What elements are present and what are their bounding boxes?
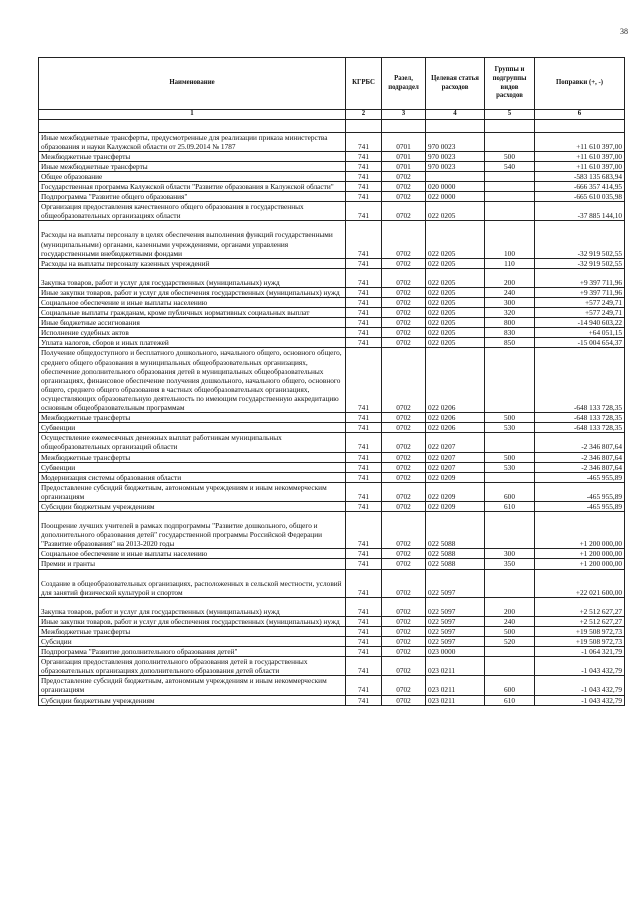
cell-name: Социальное обеспечение и иные выплаты населению bbox=[39, 298, 346, 308]
cell-amount: +577 249,71 bbox=[535, 298, 625, 308]
cell-section: 0702 bbox=[382, 501, 426, 511]
cell-target: 023 0211 bbox=[426, 676, 485, 695]
cell-group: 850 bbox=[485, 338, 535, 348]
cell-kgrbs: 741 bbox=[346, 462, 382, 472]
cell-group: 500 bbox=[485, 413, 535, 423]
cell-name: Социальное обеспечение и иные выплаты населению bbox=[39, 549, 346, 559]
cell-amount: -465 955,89 bbox=[535, 482, 625, 501]
cell-group bbox=[485, 647, 535, 657]
cell-name: Межбюджетные трансферты bbox=[39, 151, 346, 161]
cell-target: 022 0000 bbox=[426, 192, 485, 202]
cell-kgrbs: 741 bbox=[346, 182, 382, 192]
cell-section: 0702 bbox=[382, 452, 426, 462]
cell-kgrbs: 741 bbox=[346, 657, 382, 676]
cell-kgrbs: 741 bbox=[346, 433, 382, 452]
cell-target: 022 0205 bbox=[426, 202, 485, 221]
cell-target: 022 5097 bbox=[426, 597, 485, 616]
cell-section: 0702 bbox=[382, 308, 426, 318]
cell-target: 970 0023 bbox=[426, 132, 485, 151]
table-row bbox=[39, 452, 625, 462]
cell-target: 023 0000 bbox=[426, 647, 485, 657]
cell-kgrbs: 741 bbox=[346, 338, 382, 348]
cell-name: Осуществление ежемесячных денежных выплат работникам муниципальных общеобразовательных организаций области bbox=[39, 433, 346, 452]
cell-amount: +11 610 397,00 bbox=[535, 151, 625, 161]
cell-kgrbs: 741 bbox=[346, 268, 382, 287]
cell-name: Иные межбюджетные трансферты, предусмотренные для реализации приказа министерства образования и науки Калужской области от 25.09.2014 № 1787 bbox=[39, 132, 346, 151]
cell-target bbox=[426, 171, 485, 181]
cell-name: Получение общедоступного и бесплатного дошкольного, начального общего, основного общего, среднего общего образования в муниципальных общеобразовательных организациях, обеспечение дополнительного образования детей в муниципальных общеобразовательных организациях, финансовое обеспечение получения дошкольного, начального общего, основного общего, среднего общего образования в частных общеобразовательных организациях, осуществляющих образовательную деятельность по имеющим государственную аккредитацию основным общеобразовательным программам bbox=[39, 348, 346, 413]
cell-kgrbs: 741 bbox=[346, 132, 382, 151]
table-row bbox=[39, 221, 625, 258]
cell-section: 0702 bbox=[382, 298, 426, 308]
cell-target: 022 0207 bbox=[426, 462, 485, 472]
cell-section: 0702 bbox=[382, 512, 426, 549]
cell-amount: +11 610 397,00 bbox=[535, 132, 625, 151]
cell-name: Исполнение судебных актов bbox=[39, 328, 346, 338]
cell-kgrbs: 741 bbox=[346, 501, 382, 511]
column-header-target: Целевая статья расходов bbox=[426, 58, 485, 110]
cell-section: 0702 bbox=[382, 328, 426, 338]
cell-kgrbs: 741 bbox=[346, 192, 382, 202]
cell-group: 540 bbox=[485, 161, 535, 171]
cell-section: 0702 bbox=[382, 192, 426, 202]
cell-target: 020 0000 bbox=[426, 182, 485, 192]
cell-name: Межбюджетные трансферты bbox=[39, 452, 346, 462]
table-spacer-row bbox=[39, 119, 625, 132]
cell-amount: -465 955,89 bbox=[535, 501, 625, 511]
cell-name: Расходы на выплаты персоналу казенных учреждений bbox=[39, 258, 346, 268]
cell-target: 022 5097 bbox=[426, 569, 485, 597]
table-row bbox=[39, 182, 625, 192]
cell-amount: -1 043 432,79 bbox=[535, 657, 625, 676]
cell-kgrbs: 741 bbox=[346, 348, 382, 413]
column-header-amendments: Поправки (+, -) bbox=[535, 58, 625, 110]
cell-amount: -37 885 144,10 bbox=[535, 202, 625, 221]
cell-kgrbs: 741 bbox=[346, 559, 382, 569]
cell-name: Модернизация системы образования области bbox=[39, 472, 346, 482]
column-header-name: Наименование bbox=[39, 58, 346, 110]
table-row bbox=[39, 637, 625, 647]
cell-amount: +22 021 600,00 bbox=[535, 569, 625, 597]
cell-section: 0702 bbox=[382, 482, 426, 501]
cell-target: 022 0206 bbox=[426, 348, 485, 413]
cell-name: Премии и гранты bbox=[39, 559, 346, 569]
cell-target: 022 5097 bbox=[426, 626, 485, 636]
column-index-row bbox=[39, 110, 625, 120]
cell-target: 022 0209 bbox=[426, 482, 485, 501]
cell-amount: -2 346 807,64 bbox=[535, 433, 625, 452]
cell-name: Поощрение лучших учителей в рамках подпрограммы "Развитие дошкольного, общего и дополнительного образования детей" государственной программы Российской Федерации "Развитие образования" на 2013-2020 годы bbox=[39, 512, 346, 549]
cell-group: 610 bbox=[485, 695, 535, 705]
table-row bbox=[39, 462, 625, 472]
cell-kgrbs: 741 bbox=[346, 221, 382, 258]
cell-section: 0702 bbox=[382, 423, 426, 433]
cell-group: 600 bbox=[485, 676, 535, 695]
cell-group bbox=[485, 171, 535, 181]
table-row bbox=[39, 472, 625, 482]
cell-group bbox=[485, 132, 535, 151]
cell-amount: +64 051,15 bbox=[535, 328, 625, 338]
cell-target: 022 5097 bbox=[426, 637, 485, 647]
cell-group: 200 bbox=[485, 268, 535, 287]
cell-group bbox=[485, 182, 535, 192]
cell-amount: +1 200 000,00 bbox=[535, 559, 625, 569]
cell-section: 0702 bbox=[382, 549, 426, 559]
cell-group: 500 bbox=[485, 151, 535, 161]
cell-group: 530 bbox=[485, 423, 535, 433]
table-row bbox=[39, 626, 625, 636]
cell-group bbox=[485, 512, 535, 549]
cell-section: 0702 bbox=[382, 171, 426, 181]
table-row bbox=[39, 569, 625, 597]
cell-target: 022 0205 bbox=[426, 338, 485, 348]
cell-amount: -2 346 807,64 bbox=[535, 462, 625, 472]
table-row bbox=[39, 433, 625, 452]
cell-section: 0702 bbox=[382, 348, 426, 413]
cell-amount: +577 249,71 bbox=[535, 308, 625, 318]
table-row bbox=[39, 559, 625, 569]
column-index: 6 bbox=[535, 110, 625, 120]
table-row bbox=[39, 512, 625, 549]
cell-section: 0702 bbox=[382, 569, 426, 597]
cell-name: Субвенции bbox=[39, 462, 346, 472]
cell-amount: -465 955,89 bbox=[535, 472, 625, 482]
column-index: 1 bbox=[39, 110, 346, 120]
cell-section: 0702 bbox=[382, 657, 426, 676]
column-header-groups: Группы и подгруппы видов расходов bbox=[485, 58, 535, 110]
cell-group bbox=[485, 472, 535, 482]
cell-name: Государственная программа Калужской области "Развитие образования в Калужской области" bbox=[39, 182, 346, 192]
cell-target: 022 0206 bbox=[426, 423, 485, 433]
cell-kgrbs: 741 bbox=[346, 647, 382, 657]
cell-group: 530 bbox=[485, 462, 535, 472]
cell-name: Закупка товаров, работ и услуг для государственных (муниципальных) нужд bbox=[39, 268, 346, 287]
cell-section: 0702 bbox=[382, 462, 426, 472]
cell-group: 500 bbox=[485, 452, 535, 462]
cell-group: 610 bbox=[485, 501, 535, 511]
cell-target: 023 0211 bbox=[426, 695, 485, 705]
cell-name: Межбюджетные трансферты bbox=[39, 413, 346, 423]
cell-target: 022 0205 bbox=[426, 258, 485, 268]
cell-name: Предоставление субсидий бюджетным, автономным учреждениям и иным некоммерческим организациям bbox=[39, 482, 346, 501]
cell-kgrbs: 741 bbox=[346, 258, 382, 268]
cell-group: 300 bbox=[485, 549, 535, 559]
cell-name: Организация предоставления качественного общего образования в государственных общеобразовательных организациях области bbox=[39, 202, 346, 221]
cell-amount: -648 133 728,35 bbox=[535, 413, 625, 423]
cell-target: 022 0207 bbox=[426, 433, 485, 452]
cell-group bbox=[485, 433, 535, 452]
cell-group: 110 bbox=[485, 258, 535, 268]
cell-section: 0702 bbox=[382, 695, 426, 705]
cell-target: 022 0205 bbox=[426, 287, 485, 297]
cell-amount: -666 357 414,95 bbox=[535, 182, 625, 192]
cell-section: 0702 bbox=[382, 182, 426, 192]
cell-amount: -2 346 807,64 bbox=[535, 452, 625, 462]
cell-section: 0702 bbox=[382, 637, 426, 647]
cell-kgrbs: 741 bbox=[346, 202, 382, 221]
cell-amount: -648 133 728,35 bbox=[535, 348, 625, 413]
cell-group bbox=[485, 348, 535, 413]
cell-section: 0702 bbox=[382, 202, 426, 221]
cell-name: Иные закупки товаров, работ и услуг для обеспечения государственных (муниципальных) нужд bbox=[39, 287, 346, 297]
table-row bbox=[39, 132, 625, 151]
cell-amount: +9 397 711,96 bbox=[535, 287, 625, 297]
cell-section: 0702 bbox=[382, 472, 426, 482]
cell-section: 0702 bbox=[382, 559, 426, 569]
cell-amount: -648 133 728,35 bbox=[535, 423, 625, 433]
cell-target: 970 0023 bbox=[426, 161, 485, 171]
cell-group: 500 bbox=[485, 626, 535, 636]
cell-amount: -583 135 683,94 bbox=[535, 171, 625, 181]
cell-section: 0702 bbox=[382, 268, 426, 287]
cell-section: 0702 bbox=[382, 647, 426, 657]
cell-kgrbs: 741 bbox=[346, 597, 382, 616]
table-row bbox=[39, 161, 625, 171]
cell-group: 800 bbox=[485, 318, 535, 328]
cell-target: 022 0207 bbox=[426, 452, 485, 462]
cell-group: 350 bbox=[485, 559, 535, 569]
cell-amount: -14 940 603,22 bbox=[535, 318, 625, 328]
table-row bbox=[39, 676, 625, 695]
table-row bbox=[39, 287, 625, 297]
cell-target: 022 0209 bbox=[426, 472, 485, 482]
table-row bbox=[39, 482, 625, 501]
cell-amount: +2 512 627,27 bbox=[535, 597, 625, 616]
cell-name: Межбюджетные трансферты bbox=[39, 626, 346, 636]
cell-kgrbs: 741 bbox=[346, 676, 382, 695]
cell-amount: +2 512 627,27 bbox=[535, 616, 625, 626]
cell-amount: +1 200 000,00 bbox=[535, 512, 625, 549]
cell-section: 0701 bbox=[382, 151, 426, 161]
cell-kgrbs: 741 bbox=[346, 287, 382, 297]
cell-kgrbs: 741 bbox=[346, 482, 382, 501]
cell-amount: -1 064 321,79 bbox=[535, 647, 625, 657]
cell-target: 022 5097 bbox=[426, 616, 485, 626]
cell-kgrbs: 741 bbox=[346, 549, 382, 559]
cell-amount: +19 508 972,73 bbox=[535, 637, 625, 647]
budget-amendments-table bbox=[38, 57, 625, 706]
cell-kgrbs: 741 bbox=[346, 512, 382, 549]
cell-kgrbs: 741 bbox=[346, 423, 382, 433]
table-row bbox=[39, 657, 625, 676]
table-row bbox=[39, 171, 625, 181]
cell-kgrbs: 741 bbox=[346, 452, 382, 462]
cell-kgrbs: 741 bbox=[346, 328, 382, 338]
table-body bbox=[39, 119, 625, 705]
cell-group bbox=[485, 657, 535, 676]
cell-section: 0702 bbox=[382, 221, 426, 258]
cell-name: Иные закупки товаров, работ и услуг для обеспечения государственных (муниципальных) нужд bbox=[39, 616, 346, 626]
cell-target: 022 5088 bbox=[426, 559, 485, 569]
cell-section: 0702 bbox=[382, 258, 426, 268]
cell-target: 022 0205 bbox=[426, 298, 485, 308]
cell-amount: +9 397 711,96 bbox=[535, 268, 625, 287]
table-row bbox=[39, 501, 625, 511]
table-row bbox=[39, 268, 625, 287]
cell-section: 0702 bbox=[382, 597, 426, 616]
table-row bbox=[39, 549, 625, 559]
table-header-row bbox=[39, 58, 625, 110]
cell-kgrbs: 741 bbox=[346, 413, 382, 423]
cell-name: Создание в общеобразовательных организациях, расположенных в сельской местности, условий для занятий физической культурой и спортом bbox=[39, 569, 346, 597]
cell-group: 830 bbox=[485, 328, 535, 338]
cell-group: 300 bbox=[485, 298, 535, 308]
cell-kgrbs: 741 bbox=[346, 472, 382, 482]
cell-target: 022 0205 bbox=[426, 308, 485, 318]
cell-target: 022 0205 bbox=[426, 268, 485, 287]
cell-section: 0701 bbox=[382, 161, 426, 171]
cell-kgrbs: 741 bbox=[346, 569, 382, 597]
cell-section: 0702 bbox=[382, 433, 426, 452]
cell-name: Субсидии bbox=[39, 637, 346, 647]
cell-name: Уплата налогов, сборов и иных платежей bbox=[39, 338, 346, 348]
cell-name: Социальные выплаты гражданам, кроме публичных нормативных социальных выплат bbox=[39, 308, 346, 318]
cell-name: Иные бюджетные ассигнования bbox=[39, 318, 346, 328]
column-header-section: Разел, подраздел bbox=[382, 58, 426, 110]
table-row bbox=[39, 192, 625, 202]
cell-kgrbs: 741 bbox=[346, 318, 382, 328]
cell-amount: -1 043 432,79 bbox=[535, 695, 625, 705]
cell-target: 022 0205 bbox=[426, 318, 485, 328]
page-number: 38 bbox=[620, 27, 628, 36]
cell-group: 600 bbox=[485, 482, 535, 501]
cell-section: 0702 bbox=[382, 616, 426, 626]
cell-target: 022 5088 bbox=[426, 512, 485, 549]
table-row bbox=[39, 695, 625, 705]
cell-kgrbs: 741 bbox=[346, 626, 382, 636]
cell-target: 970 0023 bbox=[426, 151, 485, 161]
cell-target: 022 5088 bbox=[426, 549, 485, 559]
cell-amount: -32 919 502,55 bbox=[535, 258, 625, 268]
cell-kgrbs: 741 bbox=[346, 695, 382, 705]
cell-section: 0702 bbox=[382, 626, 426, 636]
cell-name: Расходы на выплаты персоналу в целях обеспечения выполнения функций государственными (муниципальными) органами, казенными учреждениями, органами управления государственными внебюджетными фондами bbox=[39, 221, 346, 258]
table-row bbox=[39, 328, 625, 338]
cell-name: Иные межбюджетные трансферты bbox=[39, 161, 346, 171]
cell-kgrbs: 741 bbox=[346, 308, 382, 318]
cell-kgrbs: 741 bbox=[346, 161, 382, 171]
column-index: 5 bbox=[485, 110, 535, 120]
cell-name: Общее образование bbox=[39, 171, 346, 181]
table-row bbox=[39, 151, 625, 161]
table-row bbox=[39, 348, 625, 413]
cell-kgrbs: 741 bbox=[346, 151, 382, 161]
cell-section: 0702 bbox=[382, 676, 426, 695]
cell-group bbox=[485, 202, 535, 221]
cell-kgrbs: 741 bbox=[346, 616, 382, 626]
table-row bbox=[39, 616, 625, 626]
cell-target: 022 0205 bbox=[426, 328, 485, 338]
column-index: 2 bbox=[346, 110, 382, 120]
cell-section: 0702 bbox=[382, 413, 426, 423]
cell-section: 0702 bbox=[382, 318, 426, 328]
table-row bbox=[39, 258, 625, 268]
table-row bbox=[39, 597, 625, 616]
cell-group: 200 bbox=[485, 597, 535, 616]
cell-amount: -665 610 035,98 bbox=[535, 192, 625, 202]
cell-target: 022 0209 bbox=[426, 501, 485, 511]
table-row bbox=[39, 308, 625, 318]
cell-amount: +19 508 972,73 bbox=[535, 626, 625, 636]
cell-section: 0702 bbox=[382, 338, 426, 348]
cell-group: 240 bbox=[485, 287, 535, 297]
cell-amount: -1 043 432,79 bbox=[535, 676, 625, 695]
cell-section: 0702 bbox=[382, 287, 426, 297]
column-header-kgrbs: КГРБС bbox=[346, 58, 382, 110]
cell-group bbox=[485, 192, 535, 202]
cell-name: Подпрограмма "Развитие общего образования" bbox=[39, 192, 346, 202]
cell-name: Подпрограмма "Развитие дополнительного образования детей" bbox=[39, 647, 346, 657]
column-index: 3 bbox=[382, 110, 426, 120]
cell-section: 0701 bbox=[382, 132, 426, 151]
cell-amount: -32 919 502,55 bbox=[535, 221, 625, 258]
cell-target: 023 0211 bbox=[426, 657, 485, 676]
cell-amount: +1 200 000,00 bbox=[535, 549, 625, 559]
table-row bbox=[39, 423, 625, 433]
cell-amount: -15 004 654,37 bbox=[535, 338, 625, 348]
cell-name: Субсидии бюджетным учреждениям bbox=[39, 501, 346, 511]
cell-kgrbs: 741 bbox=[346, 298, 382, 308]
cell-target: 022 0205 bbox=[426, 221, 485, 258]
cell-name: Субвенции bbox=[39, 423, 346, 433]
cell-amount: +11 610 397,00 bbox=[535, 161, 625, 171]
cell-group bbox=[485, 569, 535, 597]
cell-name: Закупка товаров, работ и услуг для государственных (муниципальных) нужд bbox=[39, 597, 346, 616]
cell-target: 022 0206 bbox=[426, 413, 485, 423]
cell-name: Предоставление субсидий бюджетным, автономным учреждениям и иным некоммерческим организациям bbox=[39, 676, 346, 695]
table-row bbox=[39, 298, 625, 308]
table-row bbox=[39, 647, 625, 657]
cell-name: Организация предоставления дополнительного образования детей в государственных образовательных организациях дополнительного образования детей области bbox=[39, 657, 346, 676]
cell-group: 100 bbox=[485, 221, 535, 258]
cell-group: 320 bbox=[485, 308, 535, 318]
cell-name: Субсидии бюджетным учреждениям bbox=[39, 695, 346, 705]
table-row bbox=[39, 202, 625, 221]
table-row bbox=[39, 413, 625, 423]
table-row bbox=[39, 318, 625, 328]
table-row bbox=[39, 338, 625, 348]
cell-kgrbs: 741 bbox=[346, 171, 382, 181]
cell-group: 240 bbox=[485, 616, 535, 626]
cell-group: 520 bbox=[485, 637, 535, 647]
column-index: 4 bbox=[426, 110, 485, 120]
cell-kgrbs: 741 bbox=[346, 637, 382, 647]
